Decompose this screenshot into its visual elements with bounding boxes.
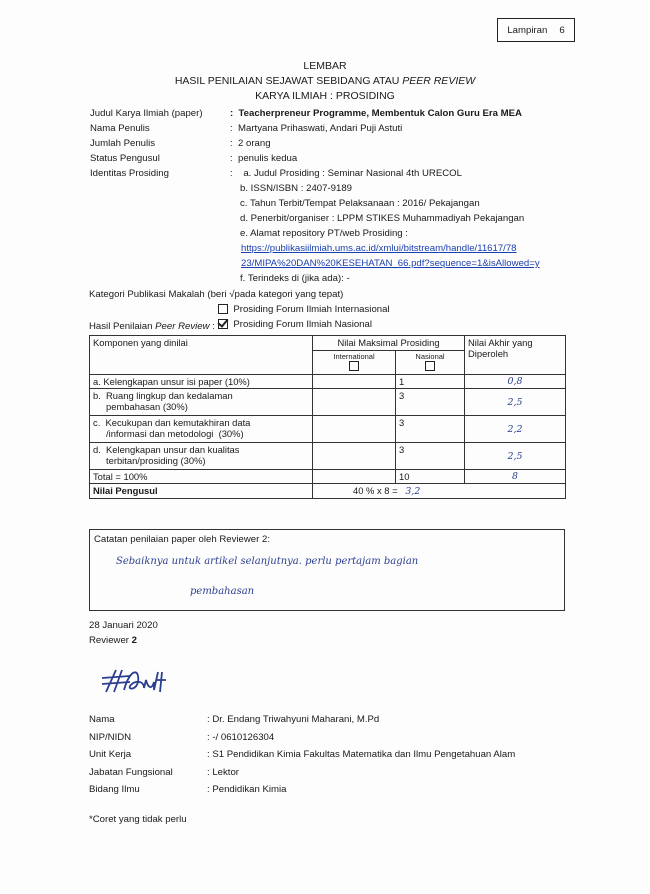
row-nasional: 3 <box>396 416 465 443</box>
reviewer-text: Reviewer <box>89 635 129 646</box>
meta-identitas <box>90 168 610 182</box>
table-header-row <box>90 336 566 351</box>
title-hasil <box>0 75 650 87</box>
meta-value-text: Martyana Prihaswati, Andari Puji Astuti <box>238 123 403 134</box>
row-international <box>313 375 396 389</box>
meta-value: : penulis kedua <box>230 153 298 164</box>
repository-link-1[interactable]: https://publikasiilmiah.ums.ac.id/xmlui/bitstream/handle/11617/78 <box>241 243 517 254</box>
field-value-nip: : -/ 0610126304 <box>207 732 275 743</box>
row-komponen: a. Kelengkapan unsur isi paper (10%) <box>90 375 313 389</box>
hasil-label-italic: Peer Review <box>155 321 210 332</box>
meta-status <box>90 153 610 167</box>
field-label-nip: NIP/NIDN <box>89 732 132 743</box>
lampiran-number: 6 <box>559 24 565 36</box>
field-value-jabatan: : Lektor <box>207 767 239 778</box>
meta-label: Judul Karya Ilmiah (paper) <box>90 108 203 119</box>
table-total-row <box>90 470 566 484</box>
row-international <box>313 389 396 416</box>
meta-label: Identitas Prosiding <box>90 168 169 179</box>
kategori-title: Kategori Publikasi Makalah (beri √pada kategori yang tepat) <box>89 289 344 300</box>
footnote: *Coret yang tidak perlu <box>89 814 187 825</box>
row-nasional: 3 <box>396 443 465 470</box>
header-nilai-maks: Nilai Maksimal Prosiding <box>313 336 465 351</box>
row-nilai-akhir: 2,5 <box>465 443 566 470</box>
row-komponen-line2: pembahasan (30%) <box>93 401 188 412</box>
header-komponen: Komponen yang dinilai <box>90 336 313 375</box>
repository-link-2[interactable]: 23/MIPA%20DAN%20KESEHATAN_66.pdf?sequence=1&isAllowed=y <box>241 258 540 269</box>
table-row <box>90 375 566 389</box>
field-label-jabatan: Jabatan Fungsional <box>89 767 173 778</box>
checkbox-nasional[interactable] <box>218 319 228 329</box>
identitas-penerbit: d. Penerbit/organiser : LPPM STIKES Muhammadiyah Pekajangan <box>240 213 525 224</box>
meta-value: : Martyana Prihaswati, Andari Puji Astuti <box>230 123 403 134</box>
row-komponen-line1: b. Ruang lingkup dan kedalaman <box>93 390 233 401</box>
meta-value-text: Teacherpreneur Programme, Membentuk Calon Guru Era MEA <box>238 108 522 119</box>
row-komponen-line1: c. Kecukupan dan kemutakhiran data <box>93 417 251 428</box>
header-international <box>313 351 396 375</box>
row-komponen-line1: d. Kelengkapan unsur dan kualitas <box>93 444 240 455</box>
header-international-text: International <box>333 352 375 362</box>
header-nilai-akhir <box>465 336 566 375</box>
row-komponen <box>90 443 313 470</box>
header-akhir-line1: Nilai Akhir yang <box>468 337 533 348</box>
row-international <box>313 416 396 443</box>
total-international <box>313 470 396 484</box>
kategori-label: Prosiding Forum Ilmiah Internasional <box>233 304 390 315</box>
meta-label: Jumlah Penulis <box>90 138 156 149</box>
hasil-label <box>89 321 215 332</box>
row-nilai-akhir: 2,2 <box>465 416 566 443</box>
field-label-unit: Unit Kerja <box>89 749 132 760</box>
kategori-label: Prosiding Forum Ilmiah Nasional <box>233 319 372 330</box>
meta-label: Nama Penulis <box>90 123 150 134</box>
checkbox-nasional-col[interactable] <box>425 361 435 371</box>
field-label-nama: Nama <box>89 714 115 725</box>
meta-value: : Teacherpreneur Programme, Membentuk Calon Guru Era MEA <box>230 108 522 119</box>
title-karya: KARYA ILMIAH : PROSIDING <box>255 90 395 102</box>
identitas-alamat: e. Alamat repository PT/web Prosiding : <box>240 228 408 239</box>
header-akhir-line2: Diperoleh <box>468 348 509 359</box>
pengusul-result: 3,2 <box>405 486 421 497</box>
meta-value: : a. Judul Prosiding : Seminar Nasional 4th URECOL <box>230 168 462 179</box>
reviewer-label <box>89 635 137 646</box>
peer-review-table <box>89 335 566 499</box>
catatan-box <box>89 529 565 611</box>
hasil-label-end: : <box>209 321 215 332</box>
row-nasional: 1 <box>396 375 465 389</box>
pengusul-value <box>313 484 566 499</box>
total-label: Total = 100% <box>90 470 313 484</box>
meta-value-text: 2 orang <box>238 138 271 149</box>
identitas-tahun: c. Tahun Terbit/Tempat Pelaksanaan : 2016/ Pekajangan <box>240 198 480 209</box>
meta-nama <box>90 123 610 137</box>
title-hasil-text: HASIL PENILAIAN SEJAWAT SEBIDANG ATAU <box>174 75 403 87</box>
review-date: 28 Januari 2020 <box>89 620 158 631</box>
meta-value-text: penulis kedua <box>238 153 298 164</box>
meta-label: Status Pengusul <box>90 153 160 164</box>
meta-value-text: a. Judul Prosiding : Seminar Nasional 4th URECOL <box>243 168 462 179</box>
header-nasional-text: Nasional <box>415 352 445 362</box>
total-nasional: 10 <box>396 470 465 484</box>
field-value-unit: : S1 Pendidikan Kimia Fakultas Matematika dan Ilmu Pengetahuan Alam <box>207 749 516 760</box>
identitas-issn: b. ISSN/ISBN : 2407-9189 <box>240 183 352 194</box>
meta-jumlah <box>90 138 610 152</box>
table-row <box>90 443 566 470</box>
row-komponen <box>90 389 313 416</box>
row-komponen-line2: terbitan/prosiding (30%) <box>93 455 206 466</box>
row-komponen <box>90 416 313 443</box>
identitas-indeks: f. Terindeks di (jika ada): - <box>240 273 350 284</box>
lampiran-label: Lampiran <box>507 24 548 36</box>
meta-value: : 2 orang <box>230 138 271 149</box>
catatan-line1: Sebaiknya untuk artikel selanjutnya. perlu pertajam bagian <box>116 556 419 567</box>
kategori-option-nasional[interactable] <box>218 319 372 330</box>
total-akhir: 8 <box>465 470 566 484</box>
row-nilai-akhir: 2,5 <box>465 389 566 416</box>
checkbox-international[interactable] <box>349 361 359 371</box>
row-nilai-akhir: 0,8 <box>465 375 566 389</box>
catatan-line2: pembahasan <box>190 586 255 597</box>
catatan-title: Catatan penilaian paper oleh Reviewer 2: <box>94 534 270 545</box>
hasil-label-text: Hasil Penilaian <box>89 321 156 332</box>
title-lembar: LEMBAR <box>303 60 347 72</box>
checkbox-internasional[interactable] <box>218 304 228 314</box>
row-komponen-line2: /informasi dan metodologi (30%) <box>93 428 244 439</box>
meta-judul <box>90 108 610 122</box>
field-label-bidang: Bidang Ilmu <box>89 784 140 795</box>
header-nasional <box>396 351 465 375</box>
table-row <box>90 416 566 443</box>
lampiran-box <box>497 18 575 42</box>
pengusul-formula: 40 % x 8 = <box>353 485 398 496</box>
pengusul-label: Nilai Pengusul <box>90 484 313 499</box>
row-international <box>313 443 396 470</box>
table-row <box>90 389 566 416</box>
reviewer-signature <box>100 662 180 702</box>
kategori-option-internasional[interactable] <box>218 304 390 315</box>
table-pengusul-row <box>90 484 566 499</box>
field-value-nama: : Dr. Endang Triwahyuni Maharani, M.Pd <box>207 714 380 725</box>
field-value-bidang: : Pendidikan Kimia <box>207 784 287 795</box>
reviewer-number: 2 <box>131 635 138 646</box>
title-peer-review: PEER REVIEW <box>402 75 476 87</box>
row-nasional: 3 <box>396 389 465 416</box>
